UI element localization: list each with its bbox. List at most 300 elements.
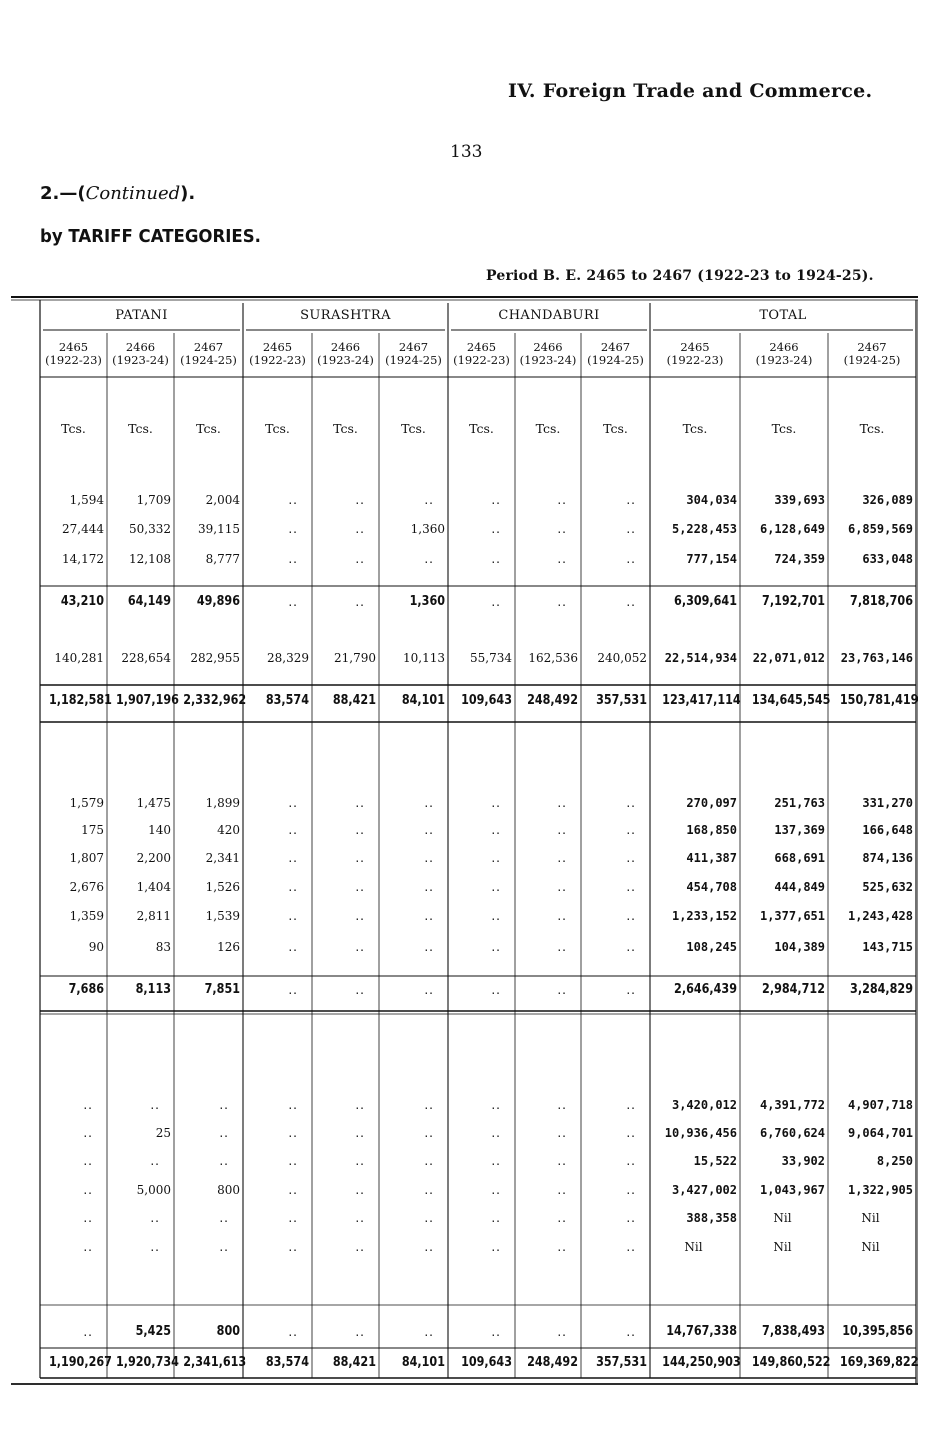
value-cell: .. [557, 1126, 567, 1140]
value-cell: .. [626, 851, 636, 865]
value-cell: .. [288, 940, 298, 954]
total-value-cell: 411,387 [686, 851, 737, 865]
total-value-cell: 388,358 [686, 1211, 737, 1225]
value-cell: .. [355, 851, 365, 865]
value-cell: 1,182,581 [48, 693, 112, 708]
total-value-cell: 10,395,856 [842, 1324, 913, 1339]
value-cell: .. [150, 1211, 160, 1225]
value-cell: .. [626, 823, 636, 837]
value-cell: .. [424, 1211, 434, 1225]
year-header-be: 2465 [680, 340, 710, 354]
value-cell: .. [557, 1154, 567, 1168]
year-header-be: 2466 [769, 340, 799, 354]
unit-header: Tcs. [401, 421, 426, 436]
year-header-ad: (1923-24) [519, 353, 577, 367]
total-value-cell: 14,767,338 [666, 1324, 737, 1339]
value-cell: .. [424, 1325, 434, 1339]
value-cell: 12,108 [129, 552, 171, 566]
value-cell: .. [83, 1183, 93, 1197]
year-header-ad: (1924-25) [385, 353, 442, 367]
total-value-cell: 6,760,624 [759, 1126, 825, 1140]
value-cell: 25 [155, 1126, 171, 1140]
continued-word: Continued [85, 183, 181, 204]
value-cell: .. [355, 1183, 365, 1197]
value-cell: .. [557, 1098, 567, 1112]
continued-prefix: 2.—( [40, 183, 86, 204]
year-header-ad: (1924-25) [180, 353, 237, 367]
value-cell: .. [424, 909, 434, 923]
value-cell: .. [150, 1098, 160, 1112]
value-cell: .. [288, 493, 298, 507]
value-cell: 357,531 [596, 1355, 647, 1370]
value-cell: .. [150, 1240, 160, 1254]
total-value-cell: Nil [773, 1240, 792, 1254]
total-value-cell: 149,860,522 [751, 1355, 831, 1370]
value-cell: .. [626, 1240, 636, 1254]
value-cell: .. [491, 983, 501, 997]
total-value-cell: 1,243,428 [847, 909, 913, 923]
year-header-ad: (1923-24) [755, 353, 813, 367]
total-value-cell: 633,048 [862, 552, 913, 566]
value-cell: .. [626, 552, 636, 566]
value-cell: .. [355, 1126, 365, 1140]
total-value-cell: 7,818,706 [850, 594, 913, 609]
year-header-be: 2466 [330, 340, 361, 354]
value-cell: .. [491, 493, 501, 507]
year-header-be: 2466 [533, 340, 563, 354]
value-cell: 83 [155, 940, 171, 954]
value-cell: .. [424, 823, 434, 837]
value-cell: 1,920,734 [115, 1355, 179, 1370]
value-cell: .. [557, 1211, 567, 1225]
year-header-be: 2467 [857, 340, 887, 354]
value-cell: .. [219, 1154, 229, 1168]
value-cell: .. [355, 940, 365, 954]
value-cell: .. [557, 880, 567, 894]
value-cell: 88,421 [332, 693, 376, 708]
value-cell: 83,574 [265, 1355, 309, 1370]
period-label: Period B. E. 2465 to 2467 (1922-23 to 1924-25). [486, 268, 874, 284]
value-cell: .. [288, 880, 298, 894]
unit-header: Tcs. [771, 421, 797, 436]
value-cell: 175 [81, 823, 104, 837]
total-value-cell: 5,228,453 [671, 522, 737, 536]
value-cell: 126 [217, 940, 240, 954]
total-value-cell: 4,391,772 [759, 1098, 825, 1112]
value-cell: 84,101 [401, 693, 445, 708]
unit-header: Tcs. [333, 421, 358, 436]
total-value-cell: 331,270 [862, 796, 913, 810]
value-cell: .. [557, 493, 567, 507]
value-cell: .. [557, 983, 567, 997]
value-cell: .. [491, 880, 501, 894]
total-value-cell: 9,064,701 [847, 1126, 913, 1140]
total-value-cell: 525,632 [862, 880, 913, 894]
value-cell: .. [288, 823, 298, 837]
value-cell: 14,172 [62, 552, 104, 566]
value-cell: 1,899 [205, 796, 240, 810]
total-value-cell: 2,984,712 [762, 982, 825, 997]
value-cell: 109,643 [461, 1355, 512, 1370]
total-value-cell: 339,693 [774, 493, 825, 507]
year-header-ad: (1922-23) [45, 353, 102, 367]
value-cell: 248,492 [527, 693, 578, 708]
total-value-cell: 144,250,903 [662, 1355, 741, 1370]
unit-header: Tcs. [196, 421, 221, 436]
value-cell: .. [288, 1126, 298, 1140]
total-value-cell: 444,849 [774, 880, 825, 894]
year-header-be: 2467 [398, 340, 429, 354]
value-cell: .. [626, 1325, 636, 1339]
value-cell: .. [219, 1211, 229, 1225]
value-cell: 1,404 [136, 880, 171, 894]
year-header-ad: (1922-23) [453, 353, 510, 367]
value-cell: 109,643 [461, 693, 512, 708]
value-cell: .. [424, 1240, 434, 1254]
value-cell: .. [288, 1183, 298, 1197]
value-cell: 2,676 [69, 880, 104, 894]
value-cell: .. [491, 1325, 501, 1339]
value-cell: 1,709 [136, 493, 171, 507]
total-value-cell: 15,522 [693, 1154, 737, 1168]
value-cell: 248,492 [527, 1355, 578, 1370]
unit-header: Tcs. [265, 421, 290, 436]
page-number: 133 [450, 142, 483, 162]
value-cell: .. [424, 851, 434, 865]
unit-header: Tcs. [535, 421, 561, 436]
value-cell: .. [355, 823, 365, 837]
total-value-cell: 668,691 [774, 851, 825, 865]
value-cell: .. [557, 552, 567, 566]
year-header-be: 2465 [262, 340, 293, 354]
value-cell: .. [424, 1126, 434, 1140]
value-cell: .. [626, 1126, 636, 1140]
total-value-cell: Nil [861, 1211, 880, 1225]
value-cell: .. [424, 940, 434, 954]
total-value-cell: 33,902 [781, 1154, 825, 1168]
value-cell: .. [355, 1098, 365, 1112]
total-value-cell: 7,192,701 [762, 594, 825, 609]
value-cell: 240,052 [597, 651, 647, 665]
value-cell: 49,896 [196, 594, 240, 609]
value-cell: .. [491, 595, 501, 609]
total-value-cell: 150,781,419 [839, 693, 919, 708]
value-cell: .. [355, 880, 365, 894]
value-cell: .. [557, 909, 567, 923]
total-value-cell: 270,097 [686, 796, 737, 810]
value-cell: 88,421 [332, 1355, 376, 1370]
value-cell: .. [626, 522, 636, 536]
value-cell: 228,654 [121, 651, 171, 665]
column-group-header: CHANDABURI [498, 308, 600, 323]
value-cell: .. [355, 796, 365, 810]
value-cell: 2,004 [205, 493, 240, 507]
total-value-cell: 23,763,146 [840, 651, 913, 665]
value-cell: .. [355, 552, 365, 566]
value-cell: 7,686 [68, 982, 104, 997]
value-cell: .. [626, 983, 636, 997]
value-cell: 2,200 [136, 851, 171, 865]
total-value-cell: 169,369,822 [839, 1355, 919, 1370]
value-cell: .. [83, 1211, 93, 1225]
total-value-cell: 304,034 [686, 493, 737, 507]
table-continued-label [40, 183, 195, 204]
year-header-ad: (1922-23) [249, 353, 306, 367]
total-value-cell: 724,359 [774, 552, 825, 566]
column-group-header: PATANI [115, 308, 168, 323]
value-cell: 2,341,613 [183, 1355, 247, 1370]
value-cell: .. [557, 1240, 567, 1254]
value-cell: 27,444 [62, 522, 104, 536]
total-value-cell: 22,071,012 [752, 651, 825, 665]
value-cell: .. [491, 940, 501, 954]
total-value-cell: 4,907,718 [847, 1098, 913, 1112]
total-value-cell: 104,389 [774, 940, 825, 954]
value-cell: .. [424, 1183, 434, 1197]
total-value-cell: 3,284,829 [850, 982, 913, 997]
value-cell: 1,594 [69, 493, 104, 507]
value-cell: .. [355, 983, 365, 997]
value-cell: 39,115 [198, 522, 240, 536]
value-cell: 43,210 [60, 594, 104, 609]
year-header-be: 2466 [125, 340, 156, 354]
value-cell: 1,190,267 [48, 1355, 112, 1370]
total-value-cell: 1,233,152 [671, 909, 737, 923]
value-cell: .. [626, 940, 636, 954]
total-value-cell: 10,936,456 [664, 1126, 737, 1140]
value-cell: .. [355, 1240, 365, 1254]
value-cell: .. [83, 1126, 93, 1140]
value-cell: .. [83, 1240, 93, 1254]
total-value-cell: 454,708 [686, 880, 737, 894]
value-cell: 8,113 [135, 982, 171, 997]
total-value-cell: 777,154 [686, 552, 737, 566]
value-cell: .. [355, 1154, 365, 1168]
value-cell: .. [626, 493, 636, 507]
value-cell: 162,536 [528, 651, 578, 665]
value-cell: .. [424, 1098, 434, 1112]
value-cell: .. [424, 880, 434, 894]
value-cell: .. [491, 1126, 501, 1140]
value-cell: .. [491, 552, 501, 566]
total-value-cell: 8,250 [876, 1154, 913, 1168]
value-cell: 5,000 [136, 1183, 171, 1197]
value-cell: 357,531 [596, 693, 647, 708]
value-cell: .. [557, 940, 567, 954]
year-header-ad: (1923-24) [317, 353, 374, 367]
value-cell: .. [83, 1154, 93, 1168]
value-cell: .. [424, 552, 434, 566]
value-cell: .. [288, 522, 298, 536]
total-value-cell: 134,645,545 [751, 693, 831, 708]
value-cell: .. [355, 1211, 365, 1225]
value-cell: .. [491, 1240, 501, 1254]
value-cell: .. [355, 909, 365, 923]
value-cell: .. [288, 552, 298, 566]
year-header-ad: (1924-25) [843, 353, 901, 367]
continued-suffix: ). [180, 183, 196, 204]
value-cell: 21,790 [334, 651, 376, 665]
value-cell: .. [288, 1154, 298, 1168]
value-cell: .. [219, 1126, 229, 1140]
value-cell: .. [355, 1325, 365, 1339]
value-cell: 1,360 [410, 522, 445, 536]
value-cell: 55,734 [470, 651, 512, 665]
value-cell: .. [219, 1098, 229, 1112]
value-cell: .. [626, 1211, 636, 1225]
year-header-be: 2465 [466, 340, 497, 354]
value-cell: 1,907,196 [115, 693, 179, 708]
section-title: IV. Foreign Trade and Commerce. [508, 80, 873, 102]
value-cell: .. [288, 595, 298, 609]
value-cell: 282,955 [190, 651, 240, 665]
value-cell: 1,579 [69, 796, 104, 810]
value-cell: .. [626, 1154, 636, 1168]
value-cell: 83,574 [265, 693, 309, 708]
total-value-cell: 3,427,002 [671, 1183, 737, 1197]
trade-table [11, 295, 918, 1387]
value-cell: 1,475 [136, 796, 171, 810]
table-subtitle: by TARIFF CATEGORIES. [40, 226, 261, 247]
value-cell: .. [557, 595, 567, 609]
total-value-cell: Nil [684, 1240, 703, 1254]
value-cell: .. [557, 1183, 567, 1197]
total-value-cell: 166,648 [862, 823, 913, 837]
value-cell: 2,811 [136, 909, 171, 923]
value-cell: .. [626, 796, 636, 810]
year-header-ad: (1923-24) [112, 353, 169, 367]
value-cell: 5,425 [135, 1324, 171, 1339]
value-cell: .. [557, 1325, 567, 1339]
value-cell: .. [219, 1240, 229, 1254]
total-value-cell: 22,514,934 [664, 651, 737, 665]
unit-header: Tcs. [61, 421, 86, 436]
column-group-header: TOTAL [759, 308, 807, 323]
value-cell: 2,341 [205, 851, 240, 865]
total-value-cell: 108,245 [686, 940, 737, 954]
value-cell: .. [288, 851, 298, 865]
year-header-be: 2467 [600, 340, 631, 354]
total-value-cell: 6,859,569 [847, 522, 913, 536]
value-cell: 50,332 [129, 522, 171, 536]
value-cell: .. [491, 1098, 501, 1112]
value-cell: .. [424, 983, 434, 997]
total-value-cell: 326,089 [862, 493, 913, 507]
value-cell: .. [626, 880, 636, 894]
total-value-cell: 6,309,641 [674, 594, 737, 609]
value-cell: .. [557, 823, 567, 837]
value-cell: 90 [88, 940, 104, 954]
value-cell: .. [491, 522, 501, 536]
unit-header: Tcs. [859, 421, 885, 436]
total-value-cell: 1,377,651 [759, 909, 825, 923]
value-cell: .. [626, 1098, 636, 1112]
value-cell: 140 [148, 823, 171, 837]
value-cell: .. [491, 909, 501, 923]
value-cell: .. [557, 522, 567, 536]
value-cell: .. [288, 796, 298, 810]
year-header-be: 2465 [58, 340, 89, 354]
value-cell: .. [288, 909, 298, 923]
value-cell: 84,101 [401, 1355, 445, 1370]
value-cell: .. [424, 1154, 434, 1168]
value-cell: 2,332,962 [183, 693, 247, 708]
value-cell: 7,851 [204, 982, 240, 997]
value-cell: .. [355, 493, 365, 507]
value-cell: .. [288, 1098, 298, 1112]
value-cell: .. [288, 1211, 298, 1225]
value-cell: 1,526 [205, 880, 240, 894]
value-cell: 420 [217, 823, 240, 837]
value-cell: .. [626, 909, 636, 923]
total-value-cell: 1,043,967 [759, 1183, 825, 1197]
value-cell: .. [150, 1154, 160, 1168]
value-cell: .. [288, 983, 298, 997]
value-cell: .. [288, 1240, 298, 1254]
value-cell: .. [491, 823, 501, 837]
value-cell: .. [355, 595, 365, 609]
value-cell: .. [626, 595, 636, 609]
total-value-cell: 2,646,439 [674, 982, 737, 997]
unit-header: Tcs. [682, 421, 708, 436]
year-header-ad: (1924-25) [587, 353, 644, 367]
value-cell: 800 [216, 1324, 240, 1339]
year-header-ad: (1922-23) [666, 353, 724, 367]
value-cell: .. [83, 1098, 93, 1112]
unit-header: Tcs. [128, 421, 153, 436]
total-value-cell: 874,136 [862, 851, 913, 865]
value-cell: 1,807 [69, 851, 104, 865]
total-value-cell: 6,128,649 [759, 522, 825, 536]
value-cell: .. [424, 796, 434, 810]
unit-header: Tcs. [603, 421, 628, 436]
total-value-cell: 168,850 [686, 823, 737, 837]
unit-header: Tcs. [469, 421, 494, 436]
value-cell: .. [491, 1211, 501, 1225]
column-group-header: SURASHTRA [300, 308, 391, 323]
value-cell: 64,149 [127, 594, 171, 609]
total-value-cell: 123,417,114 [662, 693, 741, 708]
value-cell: 1,360 [409, 594, 445, 609]
value-cell: .. [491, 1183, 501, 1197]
value-cell: .. [424, 493, 434, 507]
year-header-be: 2467 [193, 340, 224, 354]
value-cell: .. [626, 1183, 636, 1197]
value-cell: .. [288, 1325, 298, 1339]
value-cell: 28,329 [267, 651, 309, 665]
total-value-cell: Nil [773, 1211, 792, 1225]
value-cell: .. [83, 1325, 93, 1339]
total-value-cell: Nil [861, 1240, 880, 1254]
value-cell: 800 [217, 1183, 240, 1197]
value-cell: 1,359 [69, 909, 104, 923]
value-cell: 8,777 [205, 552, 240, 566]
total-value-cell: 251,763 [774, 796, 825, 810]
value-cell: .. [491, 1154, 501, 1168]
total-value-cell: 137,369 [774, 823, 825, 837]
value-cell: .. [491, 851, 501, 865]
value-cell: 10,113 [403, 651, 445, 665]
total-value-cell: 1,322,905 [847, 1183, 913, 1197]
value-cell: .. [355, 522, 365, 536]
total-value-cell: 3,420,012 [671, 1098, 737, 1112]
value-cell: .. [557, 796, 567, 810]
total-value-cell: 7,838,493 [762, 1324, 825, 1339]
total-value-cell: 143,715 [862, 940, 913, 954]
value-cell: 1,539 [205, 909, 240, 923]
value-cell: .. [491, 796, 501, 810]
value-cell: .. [557, 851, 567, 865]
